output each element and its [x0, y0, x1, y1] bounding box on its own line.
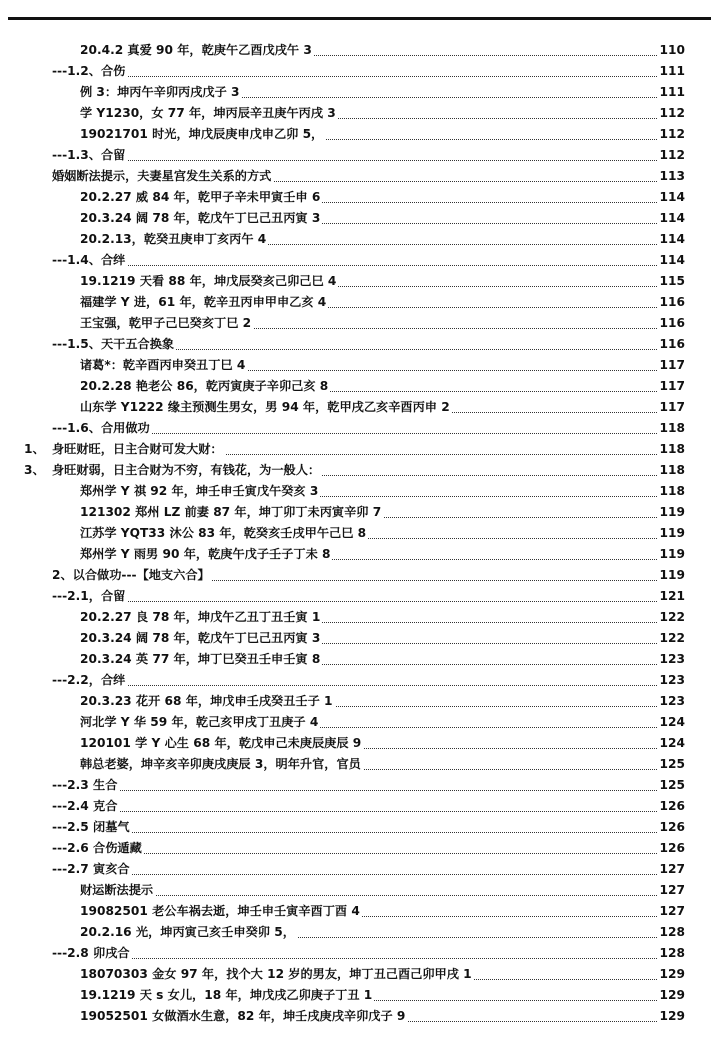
toc-entry[interactable] [0, 208, 711, 229]
toc-entry-title: 王宝强，乾甲子己巳癸亥丁巳 2 [80, 313, 253, 334]
toc-entry-page: 118 [658, 460, 685, 481]
toc-entry-page: 127 [658, 859, 685, 880]
toc-entry[interactable] [0, 523, 711, 544]
toc-entry[interactable] [0, 880, 711, 901]
toc-entry-page: 122 [658, 628, 685, 649]
toc-entry-page: 116 [658, 313, 685, 334]
toc-entry-title: 郑州学 Y 雨男 90 年，乾庚午戊子壬子丁未 8 [80, 544, 332, 565]
toc-entry[interactable] [0, 733, 711, 754]
toc-entry-page: 114 [658, 229, 685, 250]
toc-entry-page: 114 [658, 250, 685, 271]
toc-entry-title: 20.3.24 阔 78 年，乾戊午丁巳己丑丙寅 3 [80, 628, 322, 649]
toc-entry[interactable] [0, 607, 711, 628]
toc-entry-page: 119 [658, 523, 685, 544]
toc-entry[interactable] [0, 586, 711, 607]
toc-entry-title: 20.2.13，乾癸丑庚申丁亥丙午 4 [80, 229, 268, 250]
toc-entry[interactable] [0, 40, 711, 61]
toc-entry-title: ---2.4 克合 [52, 796, 119, 817]
toc-entry[interactable] [0, 544, 711, 565]
dot-leader [52, 958, 683, 959]
toc-entry-title: 20.2.27 良 78 年，坤戊午乙丑丁丑壬寅 1 [80, 607, 322, 628]
toc-entry-title: ---2.5 闭墓气 [52, 817, 132, 838]
toc-entry-title: 身旺财弱，日主合财为不穷，有钱花，为一般人： [52, 460, 322, 481]
toc-entry-page: 111 [658, 82, 685, 103]
toc-entry-page: 119 [658, 565, 685, 586]
toc-entry-page: 122 [658, 607, 685, 628]
toc-entry[interactable] [0, 145, 711, 166]
toc-entry-title: 学 Y1230，女 77 年，坤丙辰辛丑庚午丙戌 3 [80, 103, 338, 124]
toc-entry-page: 127 [658, 901, 685, 922]
toc-entry-page: 123 [658, 670, 685, 691]
toc-entry-page: 110 [658, 40, 685, 61]
toc-entry[interactable] [0, 670, 711, 691]
toc-entry-title: 20.4.2 真爱 90 年，乾庚午乙酉戊戌午 3 [80, 40, 314, 61]
toc-entry[interactable] [0, 628, 711, 649]
toc-entry[interactable] [0, 481, 711, 502]
toc-entry-page: 128 [658, 922, 685, 943]
toc-entry[interactable] [0, 124, 711, 145]
toc-entry-title: 19.1219 天看 88 年，坤戊辰癸亥己卯己巳 4 [80, 271, 338, 292]
toc-entry-title: ---1.3、合留 [52, 145, 127, 166]
toc-entry[interactable] [0, 271, 711, 292]
toc-entry[interactable] [0, 292, 711, 313]
toc-entry[interactable] [0, 796, 711, 817]
toc-entry-page: 116 [658, 334, 685, 355]
dot-leader [52, 853, 683, 854]
toc-entry-page: 114 [658, 187, 685, 208]
toc-entry[interactable] [0, 418, 711, 439]
toc-entry-number: 1、 [22, 439, 45, 460]
toc-entry[interactable] [0, 964, 711, 985]
toc-entry-title: ---2.3 生合 [52, 775, 119, 796]
toc-entry[interactable] [0, 943, 711, 964]
dot-leader [52, 76, 683, 77]
toc-entry-page: 126 [658, 796, 685, 817]
toc-entry[interactable] [0, 460, 711, 481]
toc-entry[interactable] [0, 775, 711, 796]
toc-entry-title: ---1.5、天干五合换象 [52, 334, 176, 355]
toc-entry[interactable] [0, 754, 711, 775]
toc-entry-page: 125 [658, 754, 685, 775]
toc-entry-title: 婚姻断法提示，夫妻星宫发生关系的方式 [52, 166, 273, 187]
toc-entry-title: 19082501 老公车祸去逝，坤壬申壬寅辛酉丁酉 4 [80, 901, 362, 922]
toc-entry-page: 128 [658, 943, 685, 964]
toc-entry[interactable] [0, 82, 711, 103]
toc-entry-title: 20.2.27 威 84 年，乾甲子辛未甲寅壬申 6 [80, 187, 322, 208]
toc-entry-page: 113 [658, 166, 685, 187]
toc-entry-title: ---1.2、合伤 [52, 61, 127, 82]
dot-leader [52, 601, 683, 602]
dot-leader [52, 811, 683, 812]
dot-leader [52, 832, 683, 833]
toc-entry-page: 124 [658, 712, 685, 733]
toc-entry-number: 3、 [22, 460, 45, 481]
toc-entry-title: ---2.7 寅亥合 [52, 859, 132, 880]
toc-entry-page: 126 [658, 817, 685, 838]
header-rule [8, 17, 711, 20]
toc-entry-title: 18070303 金女 97 年，找个大 12 岁的男友，坤丁丑己酉己卯甲戌 1 [80, 964, 474, 985]
toc-entry-page: 126 [658, 838, 685, 859]
toc-entry[interactable] [0, 1006, 711, 1027]
dot-leader [52, 790, 683, 791]
toc-entry-title: 诸葛*：乾辛酉丙申癸丑丁巳 4 [80, 355, 247, 376]
toc-entry-page: 129 [658, 985, 685, 1006]
toc-entry-title: 19.1219 天 s 女儿，18 年，坤戊戌乙卯庚子丁丑 1 [80, 985, 374, 1006]
toc-entry-title: 20.2.16 光，坤丙寅己亥壬申癸卯 5， [80, 922, 297, 943]
toc-entry[interactable] [0, 376, 711, 397]
toc-entry-title: 120101 学 Y 心生 68 年，乾戊申己未庚辰庚辰 9 [80, 733, 363, 754]
toc-entry-page: 116 [658, 292, 685, 313]
toc-entry[interactable] [0, 397, 711, 418]
toc-entry-title: 郑州学 Y 祺 92 年，坤壬申壬寅戊午癸亥 3 [80, 481, 320, 502]
toc-entry-page: 112 [658, 124, 685, 145]
table-of-contents [0, 40, 711, 1027]
toc-entry[interactable] [0, 61, 711, 82]
toc-entry[interactable] [0, 250, 711, 271]
toc-entry-title: ---1.6、合用做功 [52, 418, 152, 439]
toc-entry-title: 山东学 Y1222 缘主预测生男女，男 94 年，乾甲戌乙亥辛酉丙申 2 [80, 397, 452, 418]
toc-entry-title: ---2.6 合伤遁藏 [52, 838, 144, 859]
toc-entry-page: 127 [658, 880, 685, 901]
dot-leader [52, 265, 683, 266]
toc-entry[interactable] [0, 229, 711, 250]
toc-entry[interactable] [0, 103, 711, 124]
toc-entry-page: 123 [658, 691, 685, 712]
dot-leader [52, 685, 683, 686]
toc-entry-title: 20.3.24 阔 78 年，乾戊午丁巳己丑丙寅 3 [80, 208, 322, 229]
toc-entry-title: 20.2.28 艳老公 86，乾丙寅庚子辛卯己亥 8 [80, 376, 330, 397]
toc-entry-page: 115 [658, 271, 685, 292]
toc-entry[interactable] [0, 565, 711, 586]
dot-leader [52, 160, 683, 161]
toc-entry-title: 身旺财旺，日主合财可发大财： [52, 439, 225, 460]
toc-entry-title: 19052501 女做酒水生意，82 年，坤壬戌庚戌辛卯戊子 9 [80, 1006, 407, 1027]
toc-entry-title: 财运断法提示 [80, 880, 155, 901]
toc-entry-page: 124 [658, 733, 685, 754]
toc-entry-title: ---2.2，合绊 [52, 670, 127, 691]
dot-leader [80, 895, 683, 896]
toc-entry-title: ---2.1，合留 [52, 586, 127, 607]
toc-entry[interactable] [0, 502, 711, 523]
toc-entry-page: 129 [658, 1006, 685, 1027]
toc-entry[interactable] [0, 712, 711, 733]
toc-entry-title: ---2.8 卯戌合 [52, 943, 132, 964]
toc-entry-page: 129 [658, 964, 685, 985]
toc-entry-page: 123 [658, 649, 685, 670]
toc-entry-page: 117 [658, 355, 685, 376]
toc-entry[interactable] [0, 838, 711, 859]
toc-entry-title: 19021701 时光，坤戊辰庚申戊申乙卯 5， [80, 124, 325, 145]
dot-leader [52, 874, 683, 875]
toc-entry-title: 20.3.23 花开 68 年，坤戊申壬戌癸丑壬子 1 [80, 691, 335, 712]
toc-entry-page: 118 [658, 439, 685, 460]
toc-entry-page: 118 [658, 481, 685, 502]
toc-entry-page: 112 [658, 103, 685, 124]
toc-entry[interactable] [0, 922, 711, 943]
toc-entry[interactable] [0, 187, 711, 208]
toc-entry-page: 125 [658, 775, 685, 796]
toc-entry-title: 福建学 Y 进，61 年，乾辛丑丙申甲申乙亥 4 [80, 292, 328, 313]
toc-entry-page: 111 [658, 61, 685, 82]
toc-entry[interactable] [0, 439, 711, 460]
toc-entry-page: 114 [658, 208, 685, 229]
toc-entry-title: 121302 郑州 LZ 前妻 87 年，坤丁卯丁未丙寅辛卯 7 [80, 502, 383, 523]
toc-entry[interactable] [0, 859, 711, 880]
toc-entry-page: 117 [658, 397, 685, 418]
toc-entry[interactable] [0, 355, 711, 376]
toc-entry-title: 20.3.24 英 77 年，坤丁巳癸丑壬申壬寅 8 [80, 649, 322, 670]
toc-entry-page: 119 [658, 544, 685, 565]
toc-entry[interactable] [0, 334, 711, 355]
toc-entry[interactable] [0, 649, 711, 670]
toc-entry-page: 121 [658, 586, 685, 607]
toc-entry-page: 118 [658, 418, 685, 439]
toc-entry[interactable] [0, 166, 711, 187]
toc-entry-page: 117 [658, 376, 685, 397]
toc-entry[interactable] [0, 817, 711, 838]
toc-entry-title: 2、以合做功---【地支六合】 [52, 565, 212, 586]
toc-entry-title: 河北学 Y 华 59 年，乾己亥甲戌丁丑庚子 4 [80, 712, 320, 733]
toc-entry-page: 112 [658, 145, 685, 166]
toc-entry-title: 韩总老婆，坤辛亥辛卯庚戌庚辰 3，明年升官，官员 [80, 754, 363, 775]
toc-entry-title: 江苏学 YQT33 沐公 83 年，乾癸亥壬戌甲午己巳 8 [80, 523, 368, 544]
toc-entry-page: 119 [658, 502, 685, 523]
toc-entry[interactable] [0, 313, 711, 334]
toc-entry[interactable] [0, 691, 711, 712]
toc-entry[interactable] [0, 901, 711, 922]
toc-entry-title: 例 3：坤丙午辛卯丙戌戊子 3 [80, 82, 242, 103]
toc-entry[interactable] [0, 985, 711, 1006]
toc-entry-title: ---1.4、合绊 [52, 250, 127, 271]
